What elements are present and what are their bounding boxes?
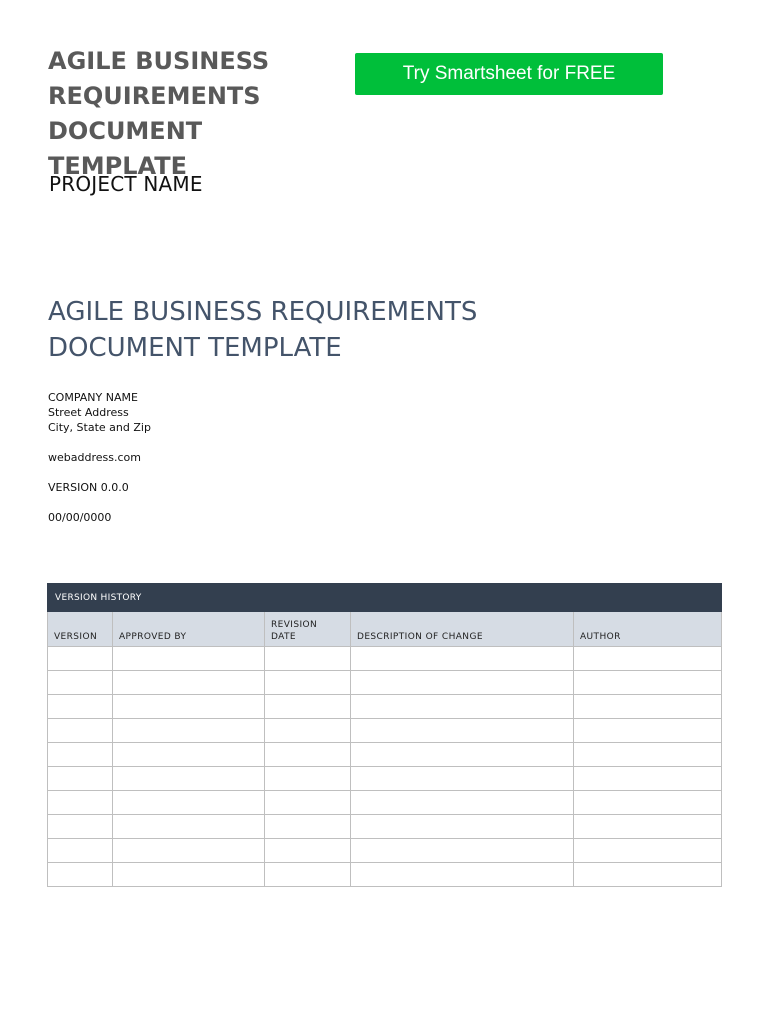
company-info bbox=[48, 390, 151, 525]
table-cell[interactable] bbox=[574, 647, 722, 671]
document-title: AGILE BUSINESS REQUIREMENTS DOCUMENT TEMPLATE bbox=[48, 297, 478, 363]
version-history-body bbox=[48, 647, 722, 887]
table-cell[interactable] bbox=[574, 743, 722, 767]
table-cell[interactable] bbox=[574, 767, 722, 791]
document-date: 00/00/0000 bbox=[48, 511, 112, 524]
table-cell[interactable] bbox=[574, 671, 722, 695]
project-name: PROJECT NAME bbox=[49, 172, 203, 196]
column-header-row bbox=[48, 612, 722, 647]
version-number: VERSION 0.0.0 bbox=[48, 481, 129, 494]
table-cell[interactable] bbox=[265, 791, 351, 815]
city-state-zip: City, State and Zip bbox=[48, 421, 151, 434]
column-header-revision-date: REVISION DATE bbox=[265, 612, 351, 647]
table-row bbox=[48, 695, 722, 719]
table-cell[interactable] bbox=[265, 743, 351, 767]
table-cell[interactable] bbox=[113, 743, 265, 767]
table-cell[interactable] bbox=[574, 719, 722, 743]
table-row bbox=[48, 839, 722, 863]
table-cell[interactable] bbox=[351, 863, 574, 887]
table-cell[interactable] bbox=[48, 863, 113, 887]
table-cell[interactable] bbox=[574, 791, 722, 815]
table-cell[interactable] bbox=[574, 815, 722, 839]
table-cell[interactable] bbox=[351, 815, 574, 839]
table-cell[interactable] bbox=[48, 719, 113, 743]
table-cell[interactable] bbox=[113, 839, 265, 863]
table-cell[interactable] bbox=[113, 815, 265, 839]
table-cell[interactable] bbox=[113, 719, 265, 743]
table-cell[interactable] bbox=[48, 839, 113, 863]
table-row bbox=[48, 671, 722, 695]
version-history-title: VERSION HISTORY bbox=[48, 584, 722, 612]
table-cell[interactable] bbox=[48, 767, 113, 791]
table-cell[interactable] bbox=[265, 767, 351, 791]
table-row bbox=[48, 791, 722, 815]
table-cell[interactable] bbox=[48, 647, 113, 671]
table-cell[interactable] bbox=[113, 647, 265, 671]
table-cell[interactable] bbox=[265, 647, 351, 671]
table-cell[interactable] bbox=[574, 863, 722, 887]
table-row bbox=[48, 815, 722, 839]
table-cell[interactable] bbox=[113, 671, 265, 695]
table-cell[interactable] bbox=[265, 863, 351, 887]
column-header-description-of-change: DESCRIPTION OF CHANGE bbox=[351, 612, 574, 647]
table-row bbox=[48, 767, 722, 791]
table-row bbox=[48, 743, 722, 767]
table-cell[interactable] bbox=[351, 839, 574, 863]
table-cell[interactable] bbox=[351, 743, 574, 767]
table-cell[interactable] bbox=[113, 767, 265, 791]
street-address: Street Address bbox=[48, 406, 129, 419]
table-cell[interactable] bbox=[351, 719, 574, 743]
table-row bbox=[48, 863, 722, 887]
table-cell[interactable] bbox=[265, 671, 351, 695]
table-cell[interactable] bbox=[48, 815, 113, 839]
company-name: COMPANY NAME bbox=[48, 391, 138, 404]
try-smartsheet-button[interactable]: Try Smartsheet for FREE bbox=[355, 53, 663, 95]
column-header-approved-by: APPROVED BY bbox=[113, 612, 265, 647]
main-title: AGILE BUSINESS REQUIREMENTS DOCUMENT TEMPLATE bbox=[48, 47, 270, 180]
table-row bbox=[48, 719, 722, 743]
table-cell[interactable] bbox=[48, 743, 113, 767]
table-cell[interactable] bbox=[351, 647, 574, 671]
column-header-author: AUTHOR bbox=[574, 612, 722, 647]
table-cell[interactable] bbox=[113, 863, 265, 887]
column-header-version: VERSION bbox=[48, 612, 113, 647]
version-history-table bbox=[47, 583, 722, 887]
table-cell[interactable] bbox=[265, 815, 351, 839]
table-cell[interactable] bbox=[113, 695, 265, 719]
table-cell[interactable] bbox=[48, 695, 113, 719]
table-cell[interactable] bbox=[48, 791, 113, 815]
table-cell[interactable] bbox=[574, 839, 722, 863]
web-address: webaddress.com bbox=[48, 451, 141, 464]
table-cell[interactable] bbox=[113, 791, 265, 815]
table-cell[interactable] bbox=[48, 671, 113, 695]
table-cell[interactable] bbox=[351, 695, 574, 719]
table-cell[interactable] bbox=[574, 695, 722, 719]
table-cell[interactable] bbox=[351, 671, 574, 695]
table-cell[interactable] bbox=[351, 791, 574, 815]
table-cell[interactable] bbox=[265, 719, 351, 743]
table-cell[interactable] bbox=[265, 839, 351, 863]
table-cell[interactable] bbox=[265, 695, 351, 719]
table-row bbox=[48, 647, 722, 671]
table-cell[interactable] bbox=[351, 767, 574, 791]
